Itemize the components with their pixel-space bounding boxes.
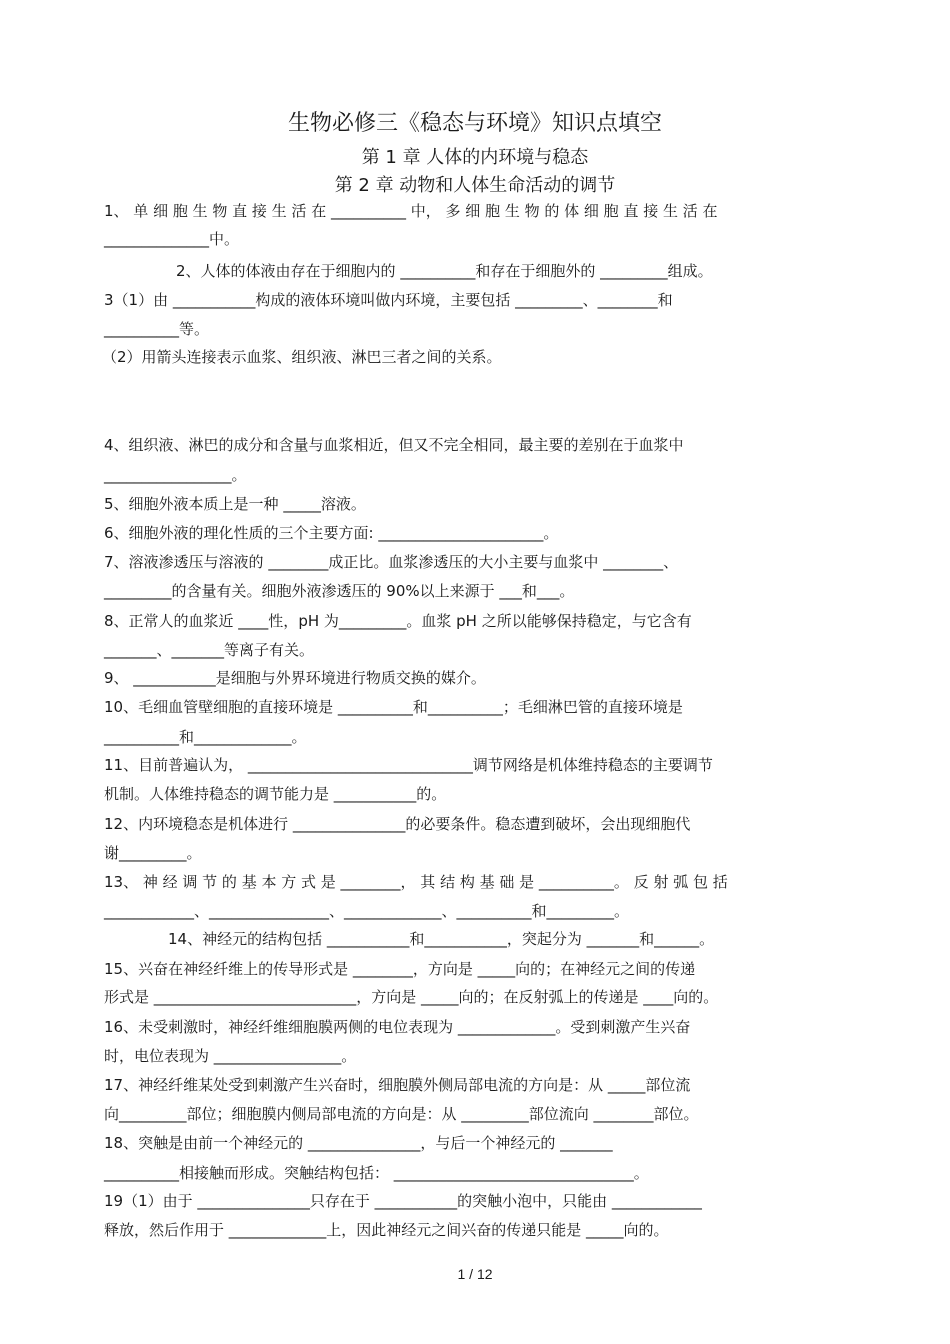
question-3-part-2-line: （2）用箭头连接表示血浆、组织液、淋巴三者之间的关系。 xyxy=(102,348,502,366)
question-6-line: 6、细胞外液的理化性质的三个主要方面: ______________________。 xyxy=(104,524,559,542)
question-3-line-2: __________等。 xyxy=(104,320,210,338)
question-19-line-1: 19（1）由于 _______________只存在于 ___________的突触小泡中，只能由 ____________ xyxy=(104,1192,702,1210)
question-8-line-1: 8、正常人的血浆近 ____性，pH 为_________。血浆 pH 之所以能够保持稳定，与它含有 xyxy=(104,612,692,630)
question-7-line-1: 7、溶液渗透压与溶液的 ________成正比。血浆渗透压的大小主要与血浆中 ________、 xyxy=(104,553,679,571)
question-2-line: 2、人体的体液由存在于细胞内的 __________和存在于细胞外的 _________组成。 xyxy=(176,262,713,280)
question-3-line-1: 3（1）由 ___________构成的液体环境叫做内环境，主要包括 _________、________和 xyxy=(104,291,673,309)
question-10-line-1: 10、毛细血管壁细胞的直接环境是 __________和__________；毛细淋巴管的直接环境是 xyxy=(104,698,683,716)
question-7-line-2: _________的含量有关。细胞外液渗透压的 90%以上来源于 ___和___。 xyxy=(104,582,575,600)
chapter-1-heading: 第 1 章 人体的内环境与稳态 xyxy=(361,147,589,168)
question-8-line-2: _______、_______等离子有关。 xyxy=(104,641,315,659)
question-4-line-1: 4、组织液、淋巴的成分和含量与血浆相近，但又不完全相同，最主要的差别在于血浆中 xyxy=(104,436,684,454)
question-5-line: 5、细胞外液本质上是一种 _____溶液。 xyxy=(104,495,366,513)
question-12-line-1: 12、内环境稳态是机体进行 _______________的必要条件。稳态遭到破坏，会出现细胞代 xyxy=(104,815,691,833)
page-number: 1 / 12 xyxy=(457,1266,493,1282)
question-16-line-2: 时，电位表现为 _________________。 xyxy=(104,1047,357,1065)
question-16-line-1: 16、未受刺激时，神经纤维细胞膜两侧的电位表现为 _____________。受到刺激产生兴奋 xyxy=(104,1018,691,1036)
question-11-line-1: 11、目前普遍认为， ______________________________调节网络是机体维持稳态的主要调节 xyxy=(104,756,713,774)
chapter-2-heading: 第 2 章 动物和人体生命活动的调节 xyxy=(334,175,616,196)
question-9-line: 9、 ___________是细胞与外界环境进行物质交换的媒介。 xyxy=(104,669,486,687)
question-10-line-2: __________和_____________。 xyxy=(104,728,307,746)
question-17-line-1: 17、神经纤维某处受到刺激产生兴奋时，细胞膜外侧局部电流的方向是：从 _____部位流 xyxy=(104,1076,691,1094)
question-14-line: 14、神经元的结构包括 ___________和___________，突起分为 _______和______。 xyxy=(168,930,715,948)
question-13-line-2: ____________、________________、_____________、__________和_________。 xyxy=(104,902,630,920)
question-11-line-2: 机制。人体维持稳态的调节能力是 ___________的。 xyxy=(104,785,447,803)
question-1-line-2: ______________中。 xyxy=(104,230,240,248)
question-17-line-2: 向_________部位；细胞膜内侧局部电流的方向是：从 _________部位流向 ________部位。 xyxy=(104,1105,699,1123)
question-4-line-2: _________________。 xyxy=(104,466,247,484)
question-18-line-1: 18、突触是由前一个神经元的 _______________，与后一个神经元的 _______ xyxy=(104,1134,613,1152)
question-15-line-1: 15、兴奋在神经纤维上的传导形式是 ________，方向是 _____向的；在神经元之间的传递 xyxy=(104,960,696,978)
question-12-line-2: 谢_________。 xyxy=(104,844,202,862)
document-title: 生物必修三《稳态与环境》知识点填空 xyxy=(287,111,662,136)
question-19-line-2: 释放，然后作用于 _____________上，因此神经元之间兴奋的传递只能是 _____向的。 xyxy=(104,1221,669,1239)
question-13-line-1: 13、 神 经 调 节 的 基 本 方 式 是 ________， 其 结 构 基 础 是 __________。 反 射 弧 包 括 xyxy=(104,873,728,891)
question-18-line-2: __________相接触而形成。突触结构包括： ________________________________。 xyxy=(104,1164,649,1182)
question-1-line-1: 1、 单 细 胞 生 物 直 接 生 活 在 __________ 中， 多 细 胞 生 物 的 体 细 胞 直 接 生 活 在 xyxy=(104,202,718,220)
question-15-line-2: 形式是 ___________________________，方向是 _____向的；在反射弧上的传递是 ____向的。 xyxy=(104,988,719,1006)
